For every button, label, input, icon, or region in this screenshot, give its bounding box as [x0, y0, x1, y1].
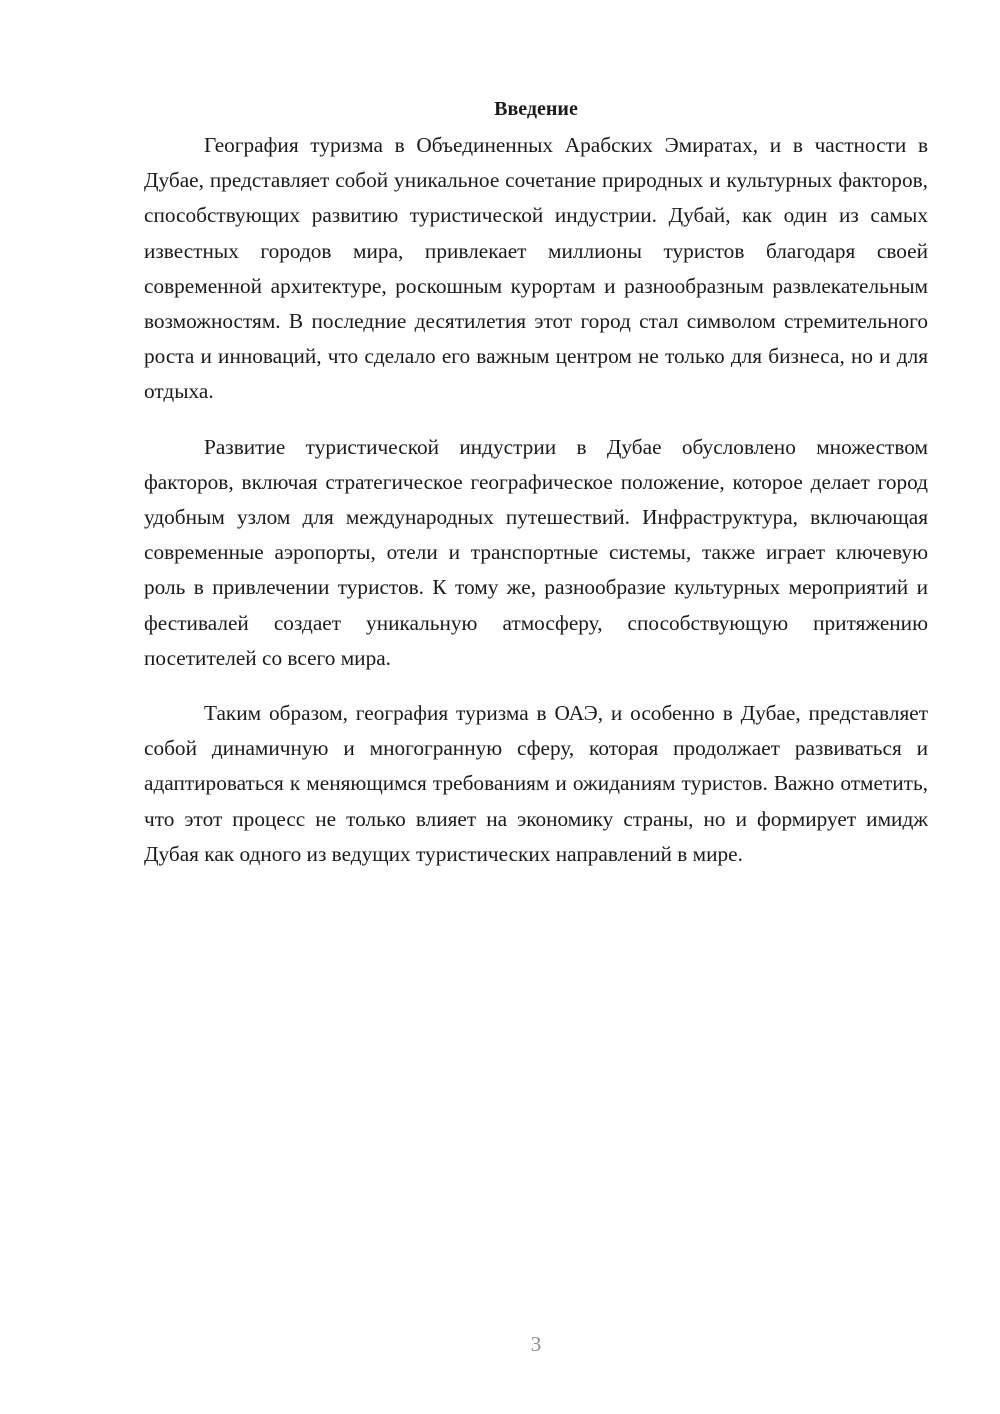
paragraph-conclusion: Таким образом, география туризма в ОАЭ, и особенно в Дубае, представляет собой динамичную и многогранную сферу, которая продолжает развиваться и адаптироваться к меняющимся требованиям и ожиданиям туристов. Важно отметить, что этот процесс не только влияет на экономику страны, но и формирует имидж Дубая как одного из ведущих туристических направлений в мире. — [144, 701, 928, 866]
page-number: 3 — [530, 1332, 542, 1356]
paragraph-intro: География туризма в Объединенных Арабских Эмиратах, и в частности в Дубае, представляет собой уникальное сочетание природных и культурных факторов, способствующих развитию туристической индустрии. Дубай, как один из самых известных городов мира, привлекает миллионы туристов благодаря своей современной архитектуре, роскошным курортам и разнообразным развлекательным возможностям. В последние десятилетия этот город стал символом стремительного роста и инноваций, что сделало его важным центром не только для бизнеса, но и для отдыха. — [144, 133, 928, 404]
page-content — [144, 92, 928, 892]
page-title: Введение — [494, 98, 578, 120]
paragraph-development: Развитие туристической индустрии в Дубае обусловлено множеством факторов, включая стратегическое географическое положение, которое делает город удобным узлом для международных путешествий. Инфраструктура, включающая современные аэропорты, отели и транспортные системы, также играет ключевую роль в привлечении туристов. К тому же, разнообразие культурных мероприятий и фестивалей создает уникальную атмосферу, способствующую притяжению посетителей со всего мира. — [144, 434, 928, 670]
